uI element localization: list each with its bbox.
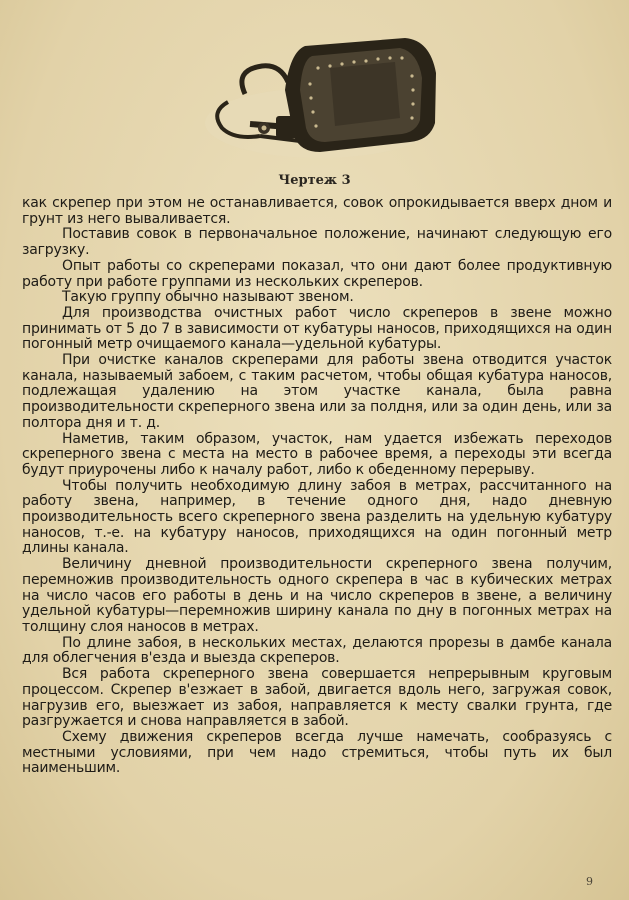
paragraph: Чтобы получить необходимую длину забоя в метрах, рассчитанного на работу звена, например, в течение одного дня, надо дневную производительность всего скреперного звена разделить на удельную кубатуру наносов, т.-е. на кубатуру наносов, приходящихся на один погонный метр длины канала. bbox=[22, 477, 612, 557]
scraper-bucket-illustration bbox=[190, 28, 445, 168]
paragraph: Опыт работы со скреперами показал, что они дают более продуктивную работу при работе группами из нескольких скреперов. bbox=[22, 257, 612, 290]
paragraph: По длине забоя, в нескольких местах, делаются прорезы в дамбе канала для облегчения в'езда и выезда скреперов. bbox=[22, 634, 612, 667]
paragraph: Вся работа скреперного звена совершается непрерывным круговым процессом. Скрепер в'езжает в забой, двигается вдоль него, загружая совок, нагрузив его, выезжает из забоя, направляется к месту свалки грунта, где разгружается и снова направляется в забой. bbox=[22, 666, 612, 730]
paragraph: Такую группу обычно называют звеном. bbox=[62, 289, 354, 306]
paragraph: как скрепер при этом не останавливается, совок опрокидывается вверх дном и грунт из него вываливается. bbox=[22, 195, 612, 227]
body-text bbox=[22, 196, 612, 777]
page-number: 9 bbox=[586, 875, 593, 888]
paragraph: Схему движения скреперов всегда лучше намечать, сообразуясь с местными условиями, при чем надо стремиться, чтобы путь их был наименьшим. bbox=[22, 728, 612, 777]
paragraph: Поставив совок в первоначальное положение, начинают следующую его загрузку. bbox=[22, 226, 612, 259]
paragraph: Наметив, таким образом, участок, нам удается избежать переходов скреперного звена с места на место в рабочее время, а переходы эти всегда будут приурочены либо к началу работ, либо к обеденному перерыву. bbox=[22, 430, 612, 478]
figure-caption: Чертеж 3 bbox=[278, 173, 351, 188]
paragraph: Величину дневной производительности скреперного звена получим, перемножив производительность одного скрепера в час в кубических метрах на число часов его работы в день и на число скреперов в звене, а величину удельной кубатуры—перемножив ширину канала по дну в погонных метрах на толщину слоя наносов в метрах. bbox=[22, 556, 612, 635]
paragraph: Для производства очистных работ число скреперов в звене можно принимать от 5 до 7 в зависимости от кубатуры наносов, приходящихся на один погонный метр очищаемого канала—удельной кубатуры. bbox=[22, 304, 612, 353]
paragraph: При очистке каналов скреперами для работы звена отводится участок канала, называемый забоем, с таким расчетом, чтобы общая кубатура наносов, подлежащая удалению на этом участке канала, была равна производительности скреперного звена или за полдня, или за один день, или за полтора дня и т. д. bbox=[22, 352, 612, 431]
